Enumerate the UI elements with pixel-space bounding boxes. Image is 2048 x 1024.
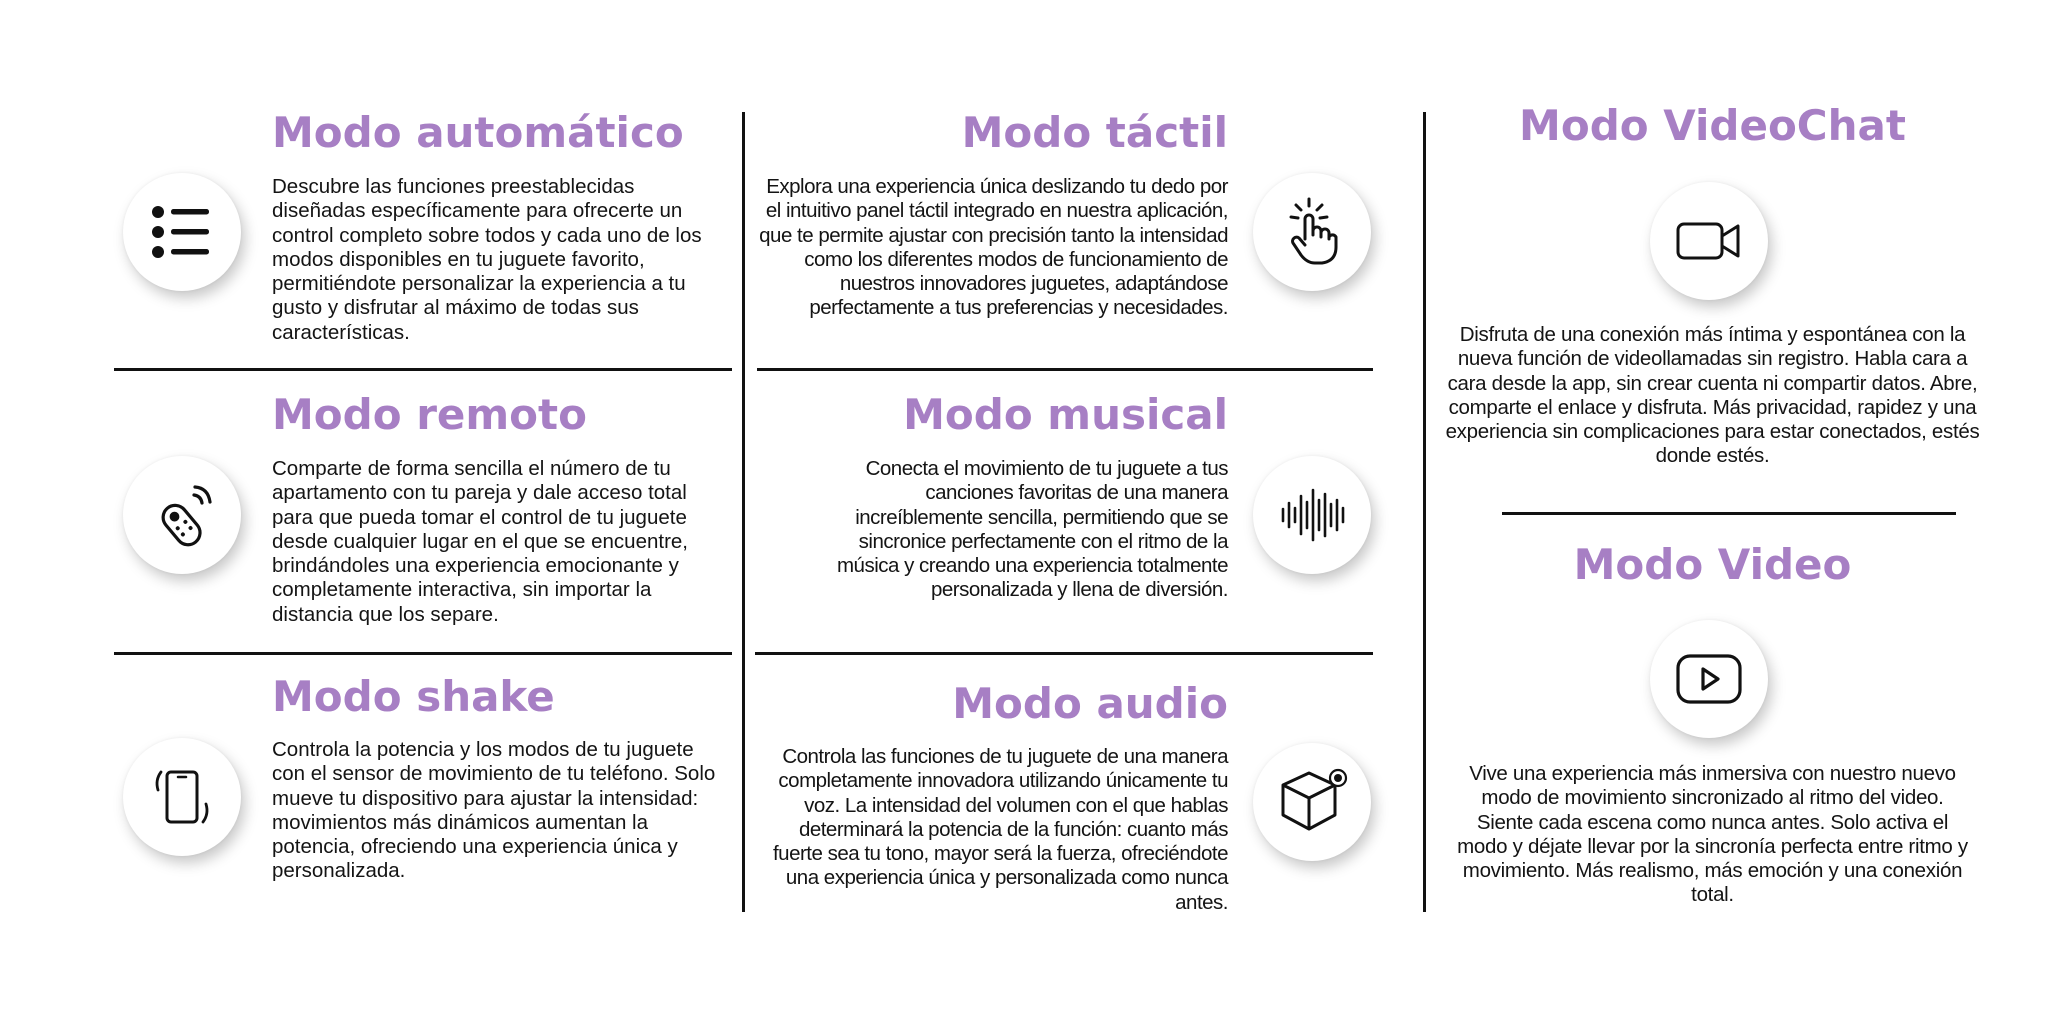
mode-tactil-title: Modo táctil (961, 108, 1228, 157)
mode-remoto-title: Modo remoto (272, 390, 587, 439)
phone-shake-icon (145, 760, 219, 834)
remote-control-icon (145, 478, 219, 552)
mode-audio-icon-circle (1253, 743, 1371, 861)
mode-audio-description: Controla las funciones de tu juguete de una manera completamente innovadora utilizando únicamente tu voz. La intensidad del volumen con el que hablas determinará la potencia de la función: cuanto más fuerte sea tu tono, mayor será la fuerza, ofreciéndote una experiencia única y personalizada como nunca antes. (772, 745, 1228, 914)
play-button-icon (1672, 642, 1746, 716)
mode-videochat-icon-circle (1650, 182, 1768, 300)
video-camera-icon (1672, 204, 1746, 278)
row-divider-middle-2 (755, 652, 1373, 655)
mode-shake-description: Controla la potencia y los modos de tu juguete con el sensor de movimiento de tu teléfono. Solo mueve tu dispositivo para ajustar la intensidad: movimientos más dinámicos aumentan la potencia, ofreciendo una experiencia única y personalizada. (272, 738, 716, 883)
mode-automatico-icon-circle (123, 173, 241, 291)
row-divider-middle-1 (757, 368, 1373, 371)
row-divider-left-2 (114, 652, 732, 655)
mode-automatico-title: Modo automático (272, 108, 684, 157)
mode-video-description: Vive una experiencia más inmersiva con nuestro nuevo modo de movimiento sincronizado al ritmo del video. Siente cada escena como nunca antes. Solo activa el modo y déjate llevar por la sincronía perfecta entre ritmo y movimiento. Más realismo, más emoción y una conexión total. (1457, 762, 1968, 907)
list-icon (145, 195, 219, 269)
mode-musical-description: Conecta el movimiento de tu juguete a tus canciones favoritas de una manera increíblemente sencilla, permitiendo que se sincronice perfectamente con el ritmo de la música y creando una experiencia totalmente personalizada y llena de diversión. (836, 457, 1228, 602)
mode-musical-icon-circle (1253, 456, 1371, 574)
mode-tactil-description: Explora una experiencia única deslizando tu dedo por el intuitivo panel táctil integrado en nuestra aplicación, que te permite ajustar con precisión tanto la intensidad como los diferentes modos de funcionamiento de nuestros innovadores juguetes, adaptándose perfectamente a tus preferencias y necesidades. (759, 175, 1228, 320)
mode-audio-title: Modo audio (952, 679, 1228, 728)
mode-video-title: Modo Video (1573, 540, 1852, 589)
mode-remoto-description: Comparte de forma sencilla el número de tu apartamento con tu pareja y dale acceso total para que pueda tomar el control de tu juguete desde cualquier lugar en el que se encuentre, brindándoles una experiencia emocionante y completamente interactiva, sin importar la distancia que los separe. (272, 457, 688, 626)
mode-video-icon-circle (1650, 620, 1768, 738)
row-divider-left-1 (114, 368, 732, 371)
mode-automatico-description: Descubre las funciones preestablecidas diseñadas específicamente para ofrecerte un control completo sobre todos y cada uno de los modos disponibles en tu juguete favorito, permitiéndote personalizar la experiencia a tu gusto y disfrutar al máximo de todas sus características. (272, 175, 702, 344)
mode-remoto-icon-circle (123, 456, 241, 574)
mode-videochat-title: Modo VideoChat (1519, 101, 1906, 150)
column-divider-2 (1423, 112, 1426, 912)
mode-shake-title: Modo shake (272, 672, 555, 721)
sound-wave-icon (1275, 478, 1349, 552)
mode-videochat-description: Disfruta de una conexión más íntima y espontánea con la nueva función de videollamadas sin registro. Habla cara a cara desde la app, sin crear cuenta ni compartir datos. Abre, comparte el enlace y disfruta. Más privacidad, rapidez y una experiencia sin complicaciones para estar conectados, estés donde estés. (1445, 323, 1980, 468)
touch-hand-icon (1275, 195, 1349, 269)
column-divider-1 (742, 112, 745, 912)
mode-tactil-icon-circle (1253, 173, 1371, 291)
row-divider-right-1 (1502, 512, 1956, 515)
cube-icon (1275, 765, 1349, 839)
mode-shake-icon-circle (123, 738, 241, 856)
mode-musical-title: Modo musical (903, 390, 1228, 439)
